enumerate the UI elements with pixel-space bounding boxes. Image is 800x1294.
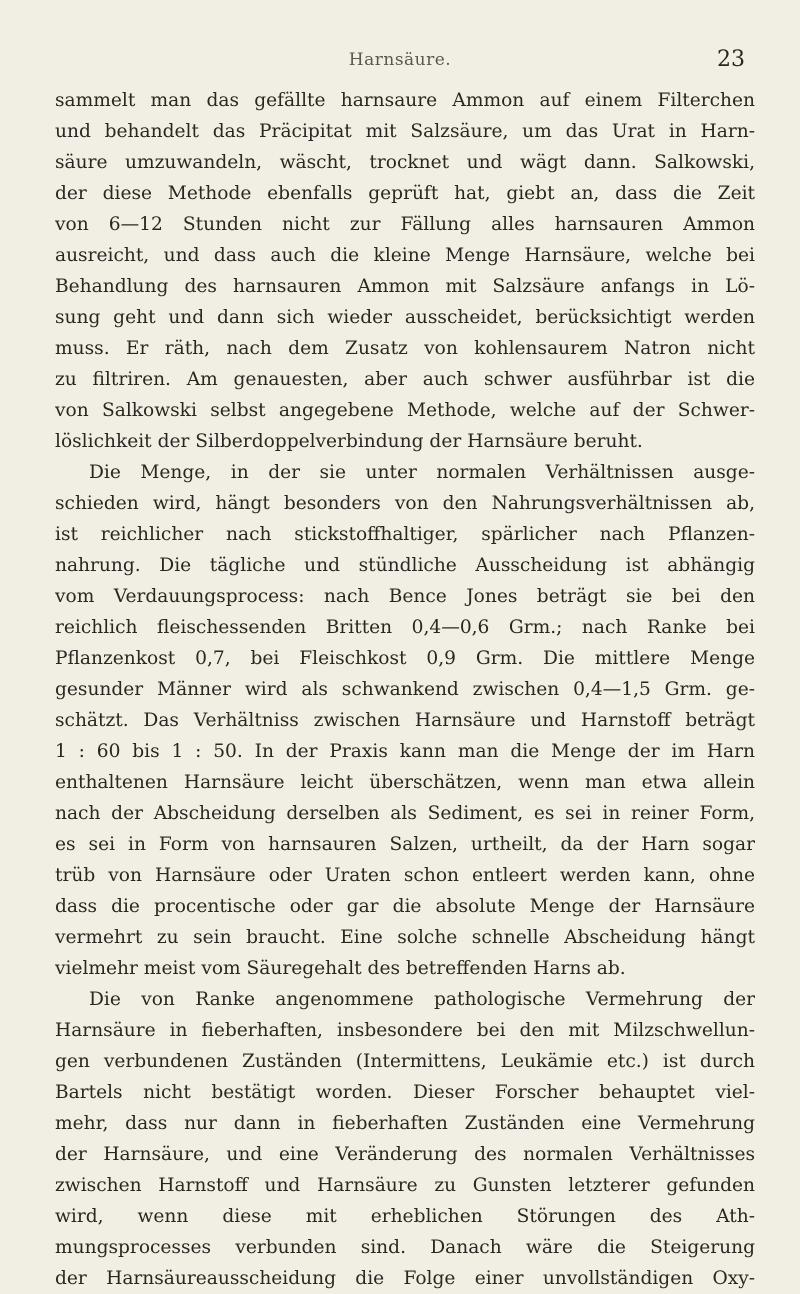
- text-line: von 6—12 Stunden nicht zur Fällung alles harnsauren Ammon: [55, 214, 755, 235]
- text-line: ist reichlicher nach stickstoffhaltiger, spärlicher nach Pflanzen-: [55, 524, 755, 545]
- text-line: mehr, dass nur dann in fieberhaften Zuständen eine Vermehrung: [55, 1113, 755, 1134]
- text-line: Behandlung des harnsauren Ammon mit Salzsäure anfangs in Lö-: [55, 276, 755, 297]
- text-line: säure umzuwandeln, wäscht, trocknet und wägt dann. Salkowski,: [55, 152, 755, 173]
- text-line: vielmehr meist vom Säuregehalt des betreffenden Harns ab.: [55, 958, 626, 979]
- text-line: enthaltenen Harnsäure leicht überschätzen, wenn man etwa allein: [55, 772, 755, 793]
- text-line: sung geht und dann sich wieder ausscheidet, berücksichtigt werden: [55, 307, 755, 328]
- text-line: schätzt. Das Verhältniss zwischen Harnsäure und Harnstoff beträgt: [55, 710, 755, 731]
- text-line: trüb von Harnsäure oder Uraten schon entleert werden kann, ohne: [55, 865, 755, 886]
- text-line: gen verbundenen Zuständen (Intermittens, Leukämie etc.) ist durch: [55, 1051, 755, 1072]
- text-line: wird, wenn diese mit erheblichen Störungen des Ath-: [55, 1206, 755, 1227]
- body-text: [55, 85, 755, 1294]
- text-line: muss. Er räth, nach dem Zusatz von kohlensaurem Natron nicht: [55, 338, 755, 359]
- text-line: Pflanzenkost 0,7, bei Fleischkost 0,9 Grm. Die mittlere Menge: [55, 648, 755, 669]
- text-line: der Harnsäureausscheidung die Folge einer unvollständigen Oxy-: [55, 1268, 755, 1289]
- text-line: dass die procentische oder gar die absolute Menge der Harnsäure: [55, 896, 755, 917]
- text-line: von Salkowski selbst angegebene Methode, welche auf der Schwer-: [55, 400, 755, 421]
- text-line: Die Menge, in der sie unter normalen Verhältnissen ausge-: [89, 462, 755, 483]
- text-line: und behandelt das Präcipitat mit Salzsäure, um das Urat in Harn-: [55, 121, 755, 142]
- text-line: der diese Methode ebenfalls geprüft hat, giebt an, dass die Zeit: [55, 183, 755, 204]
- text-line: vom Verdauungsprocess: nach Bence Jones beträgt sie bei den: [55, 586, 755, 607]
- text-line: Harnsäure in fieberhaften, insbesondere bei den mit Milzschwellun-: [55, 1020, 755, 1041]
- text-line: vermehrt zu sein braucht. Eine solche schnelle Abscheidung hängt: [55, 927, 755, 948]
- text-line: Bartels nicht bestätigt worden. Dieser Forscher behauptet viel-: [55, 1082, 755, 1103]
- text-line: nach der Abscheidung derselben als Sediment, es sei in reiner Form,: [55, 803, 755, 824]
- text-line: löslichkeit der Silberdoppelverbindung der Harnsäure beruht.: [55, 431, 643, 452]
- text-line: es sei in Form von harnsauren Salzen, urtheilt, da der Harn sogar: [55, 834, 755, 855]
- text-line: ausreicht, und dass auch die kleine Menge Harnsäure, welche bei: [55, 245, 755, 266]
- text-line: gesunder Männer wird als schwankend zwischen 0,4—1,5 Grm. ge-: [55, 679, 755, 700]
- text-line: der Harnsäure, und eine Veränderung des normalen Verhältnisses: [55, 1144, 755, 1165]
- text-line: Die von Ranke angenommene pathologische Vermehrung der: [89, 989, 755, 1010]
- text-line: zwischen Harnstoff und Harnsäure zu Gunsten letzterer gefunden: [55, 1175, 755, 1196]
- text-line: schieden wird, hängt besonders von den Nahrungsverhältnissen ab,: [55, 493, 755, 514]
- text-line: sammelt man das gefällte harnsaure Ammon auf einem Filterchen: [55, 90, 755, 111]
- text-line: nahrung. Die tägliche und stündliche Ausscheidung ist abhängig: [55, 555, 755, 576]
- text-line: mungsprocesses verbunden sind. Danach wäre die Steigerung: [55, 1237, 755, 1258]
- page-number: 23: [717, 47, 745, 72]
- text-line: reichlich fleischessenden Britten 0,4—0,6 Grm.; nach Ranke bei: [55, 617, 755, 638]
- running-title: Harnsäure.: [348, 50, 452, 70]
- text-line: 1 : 60 bis 1 : 50. In der Praxis kann man die Menge der im Harn: [55, 741, 755, 762]
- running-head: [0, 44, 800, 74]
- text-line: zu filtriren. Am genauesten, aber auch schwer ausführbar ist die: [55, 369, 755, 390]
